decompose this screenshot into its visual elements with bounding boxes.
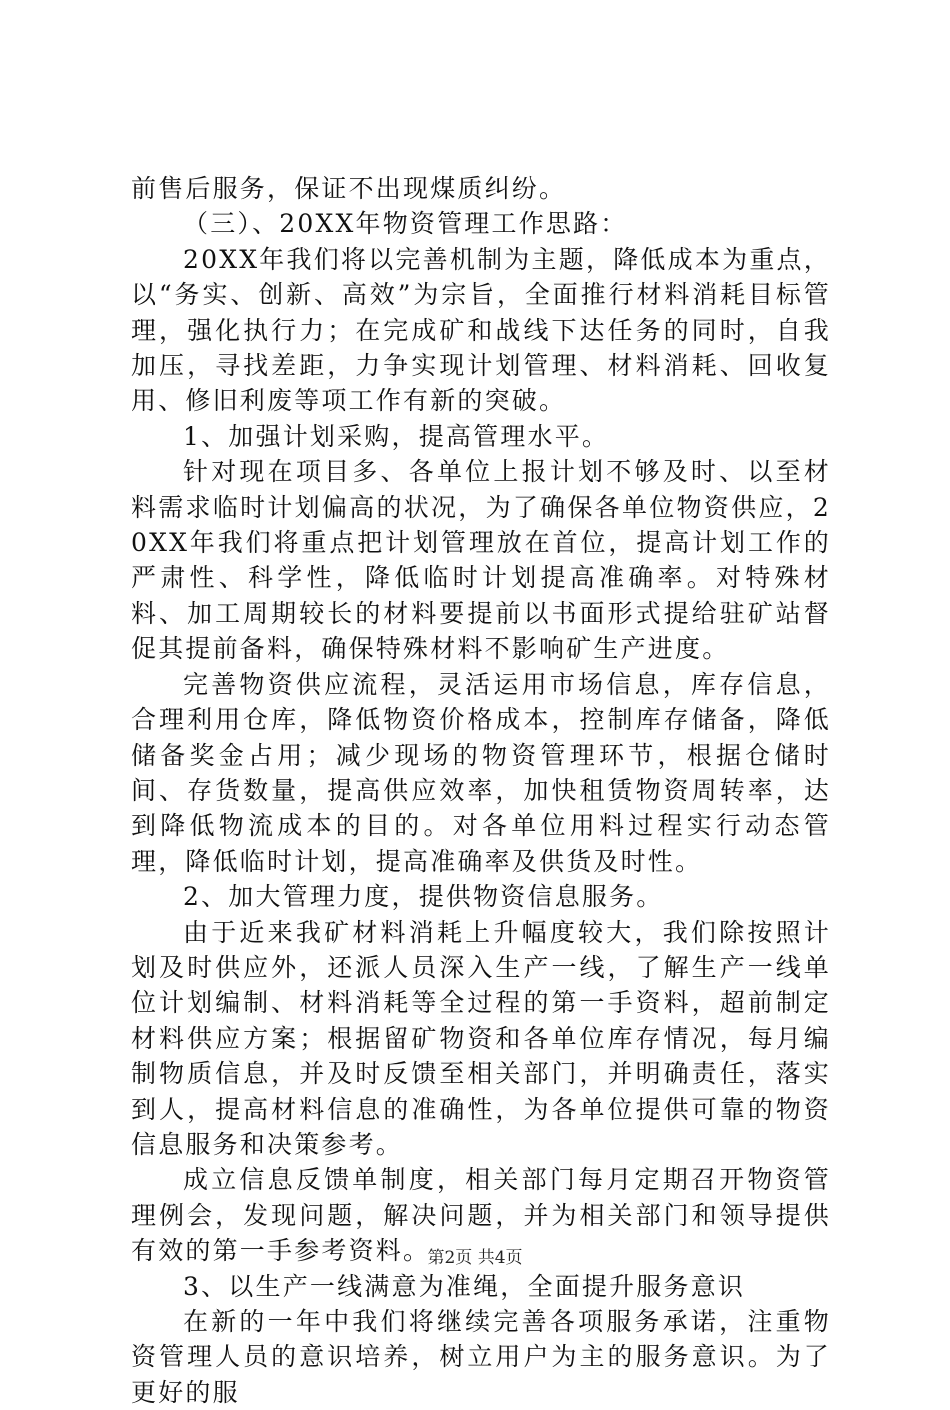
- paragraph-supply-flow: 完善物资供应流程，灵活运用市场信息，库存信息，合理利用仓库，降低物资价格成本，控制库存储备，降低储备奖金占用；减少现场的物资管理环节，根据仓储时间、存货数量，提高供应效率，加快租赁物资周转率，达到降低物流成本的目的。对各单位用料过程实行动态管理，降低临时计划，提高准确率及供货及时性。: [131, 669, 831, 876]
- paragraph-service-awareness: 在新的一年中我们将继续完善各项服务承诺，注重物资管理人员的意识培养，树立用户为主的服务意识。为了更好的服: [131, 1307, 831, 1407]
- paragraph-work-plan: 20XX年我们将以完善机制为主题，降低成本为重点，以“务实、创新、高效”为宗旨，全面推行材料消耗目标管理，强化执行力；在完成矿和战线下达任务的同时，自我加压，寻找差距，力争实现计划管理、材料消耗、回收复用、修旧利废等项工作有新的突破。: [131, 244, 831, 416]
- subheading-two: 2、加大管理力度，提供物资信息服务。: [183, 882, 664, 912]
- section-heading-three: （三）、20XX年物资管理工作思路：: [183, 209, 628, 239]
- paragraph-plan-management: 针对现在项目多、各单位上报计划不够及时、以至材料需求临时计划偏高的状况，为了确保各单位物资供应，20XX年我们将重点把计划管理放在首位，提高计划工作的严肃性、科学性，降低临时计划提高准确率。对特殊材料、加工周期较长的材料要提前以书面形式提给驻矿站督促其提前备料，确保特殊材料不影响矿生产进度。: [131, 457, 831, 664]
- subheading-one: 1、加强计划采购，提高管理水平。: [183, 421, 610, 451]
- subheading-three: 3、以生产一线满意为准绳，全面提升服务意识: [183, 1271, 746, 1301]
- document-body: [131, 171, 831, 1410]
- paragraph-feedback-system: 成立信息反馈单制度，相关部门每月定期召开物资管理例会，发现问题，解决问题，并为相关部门和领导提供有效的第一手参考资料。: [131, 1165, 831, 1266]
- paragraph-continuation: 前售后服务，保证不出现煤质纠纷。: [131, 174, 567, 203]
- paragraph-information-service: 由于近来我矿材料消耗上升幅度较大，我们除按照计划及时供应外，还派人员深入生产一线，了解生产一线单位计划编制、材料消耗等全过程的第一手资料，超前制定材料供应方案；根据留矿物资和各单位库存情况，每月编制物质信息，并及时反馈至相关部门，并明确责任，落实到人，提高材料信息的准确性，为各单位提供可靠的物资信息服务和决策参考。: [131, 917, 831, 1159]
- page-number-footer: 第2页 共4页: [427, 1248, 523, 1268]
